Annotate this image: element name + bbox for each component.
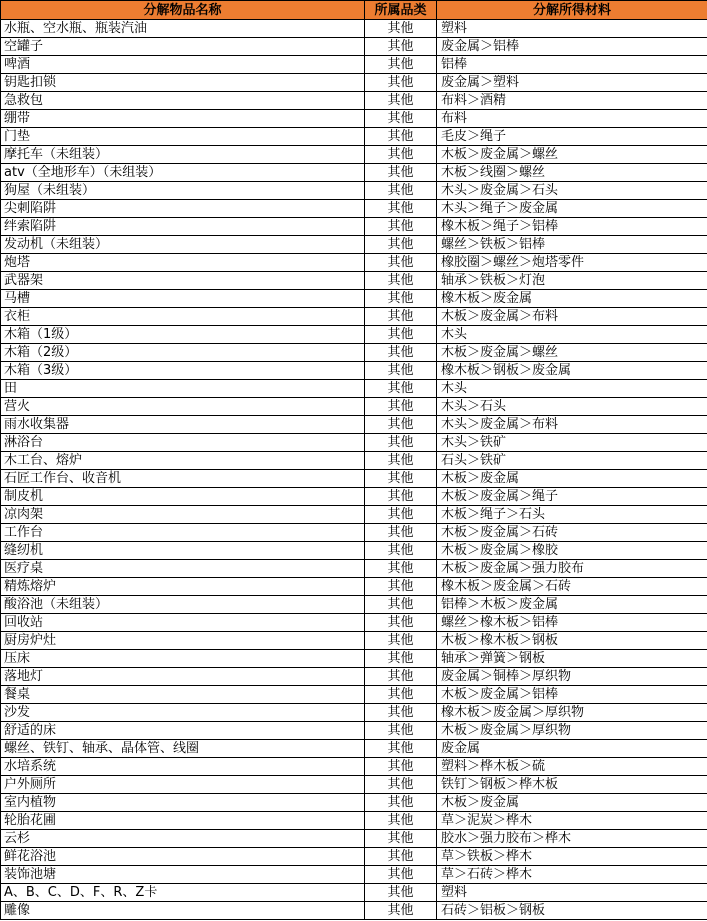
item-name-cell[interactable]: 衣柜: [1, 308, 365, 326]
item-name-cell[interactable]: 狗屋（未组装）: [1, 182, 365, 200]
category-cell[interactable]: 其他: [365, 758, 437, 776]
table-row: [1, 38, 707, 56]
header-row: [1, 1, 707, 20]
materials-cell[interactable]: 木板＞废金属＞布料: [437, 308, 707, 326]
item-name-cell[interactable]: 舒适的床: [1, 722, 365, 740]
materials-cell[interactable]: 布料: [437, 110, 707, 128]
table-row: [1, 812, 707, 830]
materials-cell[interactable]: 木板＞废金属＞螺丝: [437, 146, 707, 164]
item-name-cell[interactable]: 啤酒: [1, 56, 365, 74]
materials-cell[interactable]: 橡木板＞废金属＞石砖: [437, 578, 707, 596]
category-cell[interactable]: 其他: [365, 344, 437, 362]
table-row: [1, 128, 707, 146]
materials-cell[interactable]: 螺丝＞铁板＞铝棒: [437, 236, 707, 254]
item-name-cell[interactable]: 马槽: [1, 290, 365, 308]
item-name-cell[interactable]: 炮塔: [1, 254, 365, 272]
item-name-cell[interactable]: 木箱（2级）: [1, 344, 365, 362]
category-cell[interactable]: 其他: [365, 578, 437, 596]
materials-cell[interactable]: 木板＞废金属＞铝棒: [437, 686, 707, 704]
materials-cell[interactable]: 木板＞废金属: [437, 470, 707, 488]
category-cell[interactable]: 其他: [365, 236, 437, 254]
materials-cell[interactable]: 木板＞绳子＞石头: [437, 506, 707, 524]
category-cell[interactable]: 其他: [365, 362, 437, 380]
category-cell[interactable]: 其他: [365, 398, 437, 416]
table-row: [1, 902, 707, 920]
item-name-cell[interactable]: 田: [1, 380, 365, 398]
materials-cell[interactable]: 木板＞废金属＞石砖: [437, 524, 707, 542]
category-cell[interactable]: 其他: [365, 164, 437, 182]
category-cell[interactable]: 其他: [365, 668, 437, 686]
category-cell[interactable]: 其他: [365, 722, 437, 740]
materials-cell[interactable]: 木板＞废金属＞厚织物: [437, 722, 707, 740]
item-name-cell[interactable]: 回收站: [1, 614, 365, 632]
table-row: [1, 434, 707, 452]
materials-cell[interactable]: 木头＞废金属＞石头: [437, 182, 707, 200]
header-category[interactable]: 所属品类: [365, 1, 437, 20]
category-cell[interactable]: 其他: [365, 632, 437, 650]
table-row: [1, 398, 707, 416]
category-cell[interactable]: 其他: [365, 560, 437, 578]
category-cell[interactable]: 其他: [365, 380, 437, 398]
category-cell[interactable]: 其他: [365, 884, 437, 902]
item-name-cell[interactable]: 户外厕所: [1, 776, 365, 794]
item-name-cell[interactable]: A、B、C、D、F、R、Z卡: [1, 884, 365, 902]
table-row: [1, 344, 707, 362]
table-row: [1, 380, 707, 398]
materials-cell[interactable]: 木板＞废金属＞绳子: [437, 488, 707, 506]
table-row: [1, 722, 707, 740]
category-cell[interactable]: 其他: [365, 38, 437, 56]
item-name-cell[interactable]: 木工台、熔炉: [1, 452, 365, 470]
category-cell[interactable]: 其他: [365, 830, 437, 848]
materials-cell[interactable]: 木板＞橡木板＞钢板: [437, 632, 707, 650]
materials-cell[interactable]: 铁钉＞钢板＞桦木板: [437, 776, 707, 794]
materials-cell[interactable]: 木头: [437, 380, 707, 398]
materials-cell[interactable]: 塑料: [437, 884, 707, 902]
header-item-name[interactable]: 分解物品名称: [1, 1, 365, 20]
materials-cell[interactable]: 胶水＞强力胶布＞桦木: [437, 830, 707, 848]
category-cell[interactable]: 其他: [365, 740, 437, 758]
item-name-cell[interactable]: 厨房炉灶: [1, 632, 365, 650]
materials-cell[interactable]: 废金属＞铝棒: [437, 38, 707, 56]
table-row: [1, 614, 707, 632]
materials-cell[interactable]: 轴承＞弹簧＞钢板: [437, 650, 707, 668]
table-row: [1, 416, 707, 434]
table-row: [1, 740, 707, 758]
table-row: [1, 650, 707, 668]
materials-cell[interactable]: 螺丝＞橡木板＞铝棒: [437, 614, 707, 632]
item-name-cell[interactable]: 木箱（3级）: [1, 362, 365, 380]
table-header: [1, 1, 707, 20]
item-name-cell[interactable]: 水培系统: [1, 758, 365, 776]
item-name-cell[interactable]: 鲜花浴池: [1, 848, 365, 866]
category-cell[interactable]: 其他: [365, 812, 437, 830]
category-cell[interactable]: 其他: [365, 218, 437, 236]
item-name-cell[interactable]: 装饰池塘: [1, 866, 365, 884]
item-name-cell[interactable]: atv（全地形车）（未组装）: [1, 164, 365, 182]
category-cell[interactable]: 其他: [365, 686, 437, 704]
materials-cell[interactable]: 橡木板＞废金属: [437, 290, 707, 308]
materials-cell[interactable]: 木头＞废金属＞布料: [437, 416, 707, 434]
category-cell[interactable]: 其他: [365, 128, 437, 146]
category-cell[interactable]: 其他: [365, 542, 437, 560]
item-name-cell[interactable]: 营火: [1, 398, 365, 416]
table-row: [1, 668, 707, 686]
materials-cell[interactable]: 塑料＞桦木板＞硫: [437, 758, 707, 776]
category-cell[interactable]: 其他: [365, 470, 437, 488]
item-name-cell[interactable]: 空罐子: [1, 38, 365, 56]
category-cell[interactable]: 其他: [365, 254, 437, 272]
table-row: [1, 578, 707, 596]
table-row: [1, 776, 707, 794]
item-name-cell[interactable]: 工作台: [1, 524, 365, 542]
category-cell[interactable]: 其他: [365, 434, 437, 452]
category-cell[interactable]: 其他: [365, 20, 437, 38]
item-name-cell[interactable]: 缝纫机: [1, 542, 365, 560]
item-name-cell[interactable]: 落地灯: [1, 668, 365, 686]
materials-cell[interactable]: 木头＞铁矿: [437, 434, 707, 452]
item-name-cell[interactable]: 轮胎花圃: [1, 812, 365, 830]
materials-cell[interactable]: 废金属: [437, 740, 707, 758]
materials-cell[interactable]: 草＞石砖＞桦木: [437, 866, 707, 884]
materials-cell[interactable]: 木板＞废金属＞橡胶: [437, 542, 707, 560]
table-row: [1, 560, 707, 578]
materials-cell[interactable]: 橡胶圈＞螺丝＞炮塔零件: [437, 254, 707, 272]
table-row: [1, 866, 707, 884]
table-row: [1, 272, 707, 290]
table-row: [1, 20, 707, 38]
category-cell[interactable]: 其他: [365, 92, 437, 110]
item-name-cell[interactable]: 绷带: [1, 110, 365, 128]
category-cell[interactable]: 其他: [365, 290, 437, 308]
table-row: [1, 218, 707, 236]
item-name-cell[interactable]: 精炼熔炉: [1, 578, 365, 596]
materials-cell[interactable]: 木板＞线圈＞螺丝: [437, 164, 707, 182]
item-name-cell[interactable]: 石匠工作台、收音机: [1, 470, 365, 488]
item-name-cell[interactable]: 摩托车（未组装）: [1, 146, 365, 164]
item-name-cell[interactable]: 钥匙扣锁: [1, 74, 365, 92]
category-cell[interactable]: 其他: [365, 524, 437, 542]
table-row: [1, 830, 707, 848]
category-cell[interactable]: 其他: [365, 146, 437, 164]
item-name-cell[interactable]: 发动机（未组装）: [1, 236, 365, 254]
table-row: [1, 362, 707, 380]
table-row: [1, 326, 707, 344]
item-name-cell[interactable]: 水瓶、空水瓶、瓶装汽油: [1, 20, 365, 38]
category-cell[interactable]: 其他: [365, 326, 437, 344]
materials-cell[interactable]: 木板＞废金属: [437, 794, 707, 812]
table-row: [1, 452, 707, 470]
materials-cell[interactable]: 石头＞铁矿: [437, 452, 707, 470]
item-name-cell[interactable]: 木箱（1级）: [1, 326, 365, 344]
item-name-cell[interactable]: 凉肉架: [1, 506, 365, 524]
item-name-cell[interactable]: 淋浴台: [1, 434, 365, 452]
table-row: [1, 470, 707, 488]
item-name-cell[interactable]: 餐桌: [1, 686, 365, 704]
materials-cell[interactable]: 草＞铁板＞桦木: [437, 848, 707, 866]
materials-cell[interactable]: 橡木板＞钢板＞废金属: [437, 362, 707, 380]
item-name-cell[interactable]: 室内植物: [1, 794, 365, 812]
table-row: [1, 542, 707, 560]
category-cell[interactable]: 其他: [365, 272, 437, 290]
table-row: [1, 308, 707, 326]
category-cell[interactable]: 其他: [365, 182, 437, 200]
category-cell[interactable]: 其他: [365, 614, 437, 632]
category-cell[interactable]: 其他: [365, 650, 437, 668]
table-row: [1, 164, 707, 182]
category-cell[interactable]: 其他: [365, 110, 437, 128]
materials-cell[interactable]: 轴承＞铁板＞灯泡: [437, 272, 707, 290]
category-cell[interactable]: 其他: [365, 308, 437, 326]
materials-cell[interactable]: 木板＞废金属＞螺丝: [437, 344, 707, 362]
category-cell[interactable]: 其他: [365, 56, 437, 74]
item-name-cell[interactable]: 制皮机: [1, 488, 365, 506]
table-body: [1, 20, 707, 920]
table-row: [1, 884, 707, 902]
materials-cell[interactable]: 毛皮＞绳子: [437, 128, 707, 146]
item-name-cell[interactable]: 云杉: [1, 830, 365, 848]
table-row: [1, 236, 707, 254]
materials-cell[interactable]: 草＞泥炭＞桦木: [437, 812, 707, 830]
table-row: [1, 524, 707, 542]
header-materials[interactable]: 分解所得材料: [437, 1, 707, 20]
materials-cell[interactable]: 废金属＞塑料: [437, 74, 707, 92]
materials-cell[interactable]: 塑料: [437, 20, 707, 38]
category-cell[interactable]: 其他: [365, 416, 437, 434]
table-row: [1, 74, 707, 92]
table-row: [1, 794, 707, 812]
table-row: [1, 848, 707, 866]
item-name-cell[interactable]: 武器架: [1, 272, 365, 290]
category-cell[interactable]: 其他: [365, 506, 437, 524]
table-row: [1, 56, 707, 74]
category-cell[interactable]: 其他: [365, 776, 437, 794]
table-row: [1, 182, 707, 200]
category-cell[interactable]: 其他: [365, 488, 437, 506]
table-row: [1, 506, 707, 524]
item-name-cell[interactable]: 酸浴池（未组装）: [1, 596, 365, 614]
item-name-cell[interactable]: 沙发: [1, 704, 365, 722]
materials-cell[interactable]: 废金属＞铜棒＞厚织物: [437, 668, 707, 686]
materials-cell[interactable]: 木头＞绳子＞废金属: [437, 200, 707, 218]
materials-cell[interactable]: 木头＞石头: [437, 398, 707, 416]
item-name-cell[interactable]: 医疗桌: [1, 560, 365, 578]
materials-cell[interactable]: 橡木板＞废金属＞厚织物: [437, 704, 707, 722]
category-cell[interactable]: 其他: [365, 848, 437, 866]
table-row: [1, 596, 707, 614]
table-row: [1, 704, 707, 722]
item-name-cell[interactable]: 门垫: [1, 128, 365, 146]
table-row: [1, 146, 707, 164]
table-row: [1, 632, 707, 650]
table-row: [1, 758, 707, 776]
item-name-cell[interactable]: 急救包: [1, 92, 365, 110]
category-cell[interactable]: 其他: [365, 452, 437, 470]
table-row: [1, 200, 707, 218]
materials-cell[interactable]: 布料＞酒精: [437, 92, 707, 110]
item-name-cell[interactable]: 雨水收集器: [1, 416, 365, 434]
materials-cell[interactable]: 铝棒: [437, 56, 707, 74]
category-cell[interactable]: 其他: [365, 902, 437, 920]
item-name-cell[interactable]: 压床: [1, 650, 365, 668]
table-row: [1, 686, 707, 704]
item-name-cell[interactable]: 尖刺陷阱: [1, 200, 365, 218]
category-cell[interactable]: 其他: [365, 794, 437, 812]
category-cell[interactable]: 其他: [365, 866, 437, 884]
category-cell[interactable]: 其他: [365, 704, 437, 722]
materials-cell[interactable]: 石砖＞铝板＞钢板: [437, 902, 707, 920]
table-row: [1, 92, 707, 110]
category-cell[interactable]: 其他: [365, 596, 437, 614]
materials-cell[interactable]: 木头: [437, 326, 707, 344]
item-name-cell[interactable]: 绊索陷阱: [1, 218, 365, 236]
materials-cell[interactable]: 木板＞废金属＞强力胶布: [437, 560, 707, 578]
materials-cell[interactable]: 铝棒＞木板＞废金属: [437, 596, 707, 614]
item-name-cell[interactable]: 雕像: [1, 902, 365, 920]
materials-cell[interactable]: 橡木板＞绳子＞铝棒: [437, 218, 707, 236]
item-name-cell[interactable]: 螺丝、铁钉、轴承、晶体管、线圈: [1, 740, 365, 758]
table-row: [1, 254, 707, 272]
category-cell[interactable]: 其他: [365, 200, 437, 218]
table-row: [1, 488, 707, 506]
category-cell[interactable]: 其他: [365, 74, 437, 92]
table-row: [1, 110, 707, 128]
table-row: [1, 290, 707, 308]
